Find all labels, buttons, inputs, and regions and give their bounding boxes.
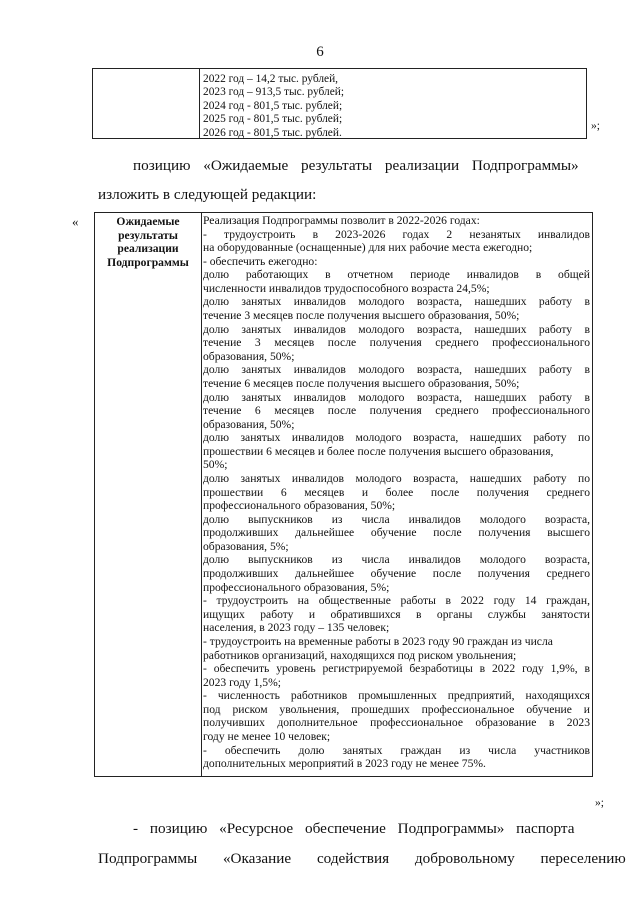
table-column-divider bbox=[201, 213, 202, 776]
content-line: прошествии 6 месяцев и более после получения среднего bbox=[203, 485, 590, 499]
budget-table bbox=[92, 68, 601, 139]
content-line: долю занятых инвалидов молодого возраста, нашедших работу по bbox=[203, 431, 590, 445]
content-line: - численность работников промышленных предприятий, находящихся bbox=[203, 689, 590, 703]
budget-line: 2026 год - 801,5 тыс. рублей. bbox=[203, 126, 342, 139]
content-line: продолживших дальнейшее обучение после получения высшего bbox=[203, 526, 590, 540]
content-line: - обеспечить уровень регистрируемой безработицы в 2022 году 1,9%, в bbox=[203, 662, 590, 676]
paragraph-subprogram: Подпрограммы «Оказание содействия добровольному переселению bbox=[98, 850, 626, 867]
page-number: 6 bbox=[316, 44, 324, 60]
content-line: долю занятых инвалидов молодого возраста, нашедших работу в bbox=[203, 295, 590, 309]
content-line: - обеспечить долю занятых граждан из числа участников bbox=[203, 743, 590, 757]
content-line: населения, в 2023 году – 135 человек; bbox=[203, 621, 390, 635]
table-column-divider bbox=[199, 69, 200, 138]
budget-line: 2025 год - 801,5 тыс. рублей; bbox=[203, 113, 343, 126]
content-line: долю занятых инвалидов молодого возраста, нашедших работу в bbox=[203, 363, 590, 377]
content-line: профессионального образования, 5%; bbox=[203, 580, 390, 594]
content-line: долю занятых инвалидов молодого возраста, нашедших работу в bbox=[203, 322, 590, 336]
content-line: профессионального образования, 50%; bbox=[203, 499, 396, 513]
content-line: работников организаций, находящихся под риском увольнения; bbox=[203, 648, 517, 662]
header-line: результаты bbox=[118, 228, 178, 242]
content-line: образования, 50%; bbox=[203, 349, 295, 363]
header-line: реализации bbox=[117, 242, 179, 256]
paragraph-edition: изложить в следующей редакции: bbox=[98, 186, 317, 203]
content-line: - трудоустроить на общественные работы в 2022 году 14 граждан, bbox=[203, 594, 590, 608]
opening-quote: « bbox=[72, 214, 79, 229]
content-line: течение 3 месяцев после получения высшего образования, 50%; bbox=[203, 309, 520, 323]
content-line: на оборудованные (оснащенные) для них рабочие места ежегодно; bbox=[203, 241, 533, 255]
content-line: долю выпускников из числа инвалидов молодого возраста, bbox=[203, 553, 590, 567]
budget-line: 2023 год – 913,5 тыс. рублей; bbox=[203, 86, 345, 99]
budget-lines bbox=[203, 73, 344, 140]
content-line: образования, 5%; bbox=[203, 539, 289, 553]
content-line: течение 6 месяцев после получения высшего образования, 50%; bbox=[203, 376, 520, 390]
content-line: 2023 году 1,5%; bbox=[203, 675, 281, 689]
content-line: году не менее 10 человек; bbox=[203, 729, 331, 743]
content-line: долю работающих в отчетном периоде инвалидов в общей bbox=[203, 268, 590, 282]
content-line: дополнительных мероприятий в 2023 году не менее 75%. bbox=[203, 757, 486, 771]
closing-quote: »; bbox=[595, 796, 605, 809]
content-line: - трудоустроить в 2023-2026 годах 2 незанятых инвалидов bbox=[203, 227, 590, 241]
content-line: прошествии 6 месяцев и более после получения высшего образования, bbox=[203, 444, 554, 458]
content-line: течение 6 месяцев после получения среднего профессионального bbox=[203, 404, 590, 418]
content-line: долю выпускников из числа инвалидов молодого возраста, bbox=[203, 512, 590, 526]
results-table bbox=[94, 212, 593, 777]
results-header-cell bbox=[97, 215, 199, 269]
content-line: Реализация Подпрограммы позволит в 2022-2026 годах: bbox=[203, 214, 480, 227]
content-line: долю занятых инвалидов молодого возраста, нашедших работу по bbox=[203, 471, 590, 485]
header-line: Ожидаемые bbox=[116, 215, 180, 228]
content-line: долю занятых инвалидов молодого возраста, нашедших работу в bbox=[203, 390, 590, 404]
results-content-cell bbox=[203, 214, 590, 771]
paragraph-resource: - позицию «Ресурсное обеспечение Подпрограммы» паспорта bbox=[133, 820, 575, 837]
content-line: - обеспечить ежегодно: bbox=[203, 254, 318, 268]
paragraph-position: позицию «Ожидаемые результаты реализации Подпрограммы» bbox=[133, 157, 579, 174]
content-line: численности инвалидов трудоспособного возраста 24,5%; bbox=[203, 281, 490, 295]
closing-quote: »; bbox=[591, 119, 601, 132]
content-line: получивших дополнительное профессиональное образование в 2023 bbox=[203, 716, 590, 730]
content-line: под риском увольнения, прошедших профессиональное обучение и bbox=[203, 702, 590, 716]
content-line: течение 3 месяцев после получения среднего профессионального bbox=[203, 336, 590, 350]
content-line: ищущих работу и обратившихся в органы службы занятости bbox=[203, 607, 590, 621]
content-line: продолживших дальнейшее обучение после получения среднего bbox=[203, 567, 590, 581]
budget-line: 2024 год - 801,5 тыс. рублей; bbox=[203, 99, 343, 112]
content-line: 50%; bbox=[203, 458, 228, 472]
budget-line: 2022 год – 14,2 тыс. рублей, bbox=[203, 73, 339, 85]
content-line: образования, 50%; bbox=[203, 417, 295, 431]
header-line: Подпрограммы bbox=[107, 255, 189, 269]
content-line: - трудоустроить на временные работы в 2023 году 90 граждан из числа bbox=[203, 634, 553, 648]
